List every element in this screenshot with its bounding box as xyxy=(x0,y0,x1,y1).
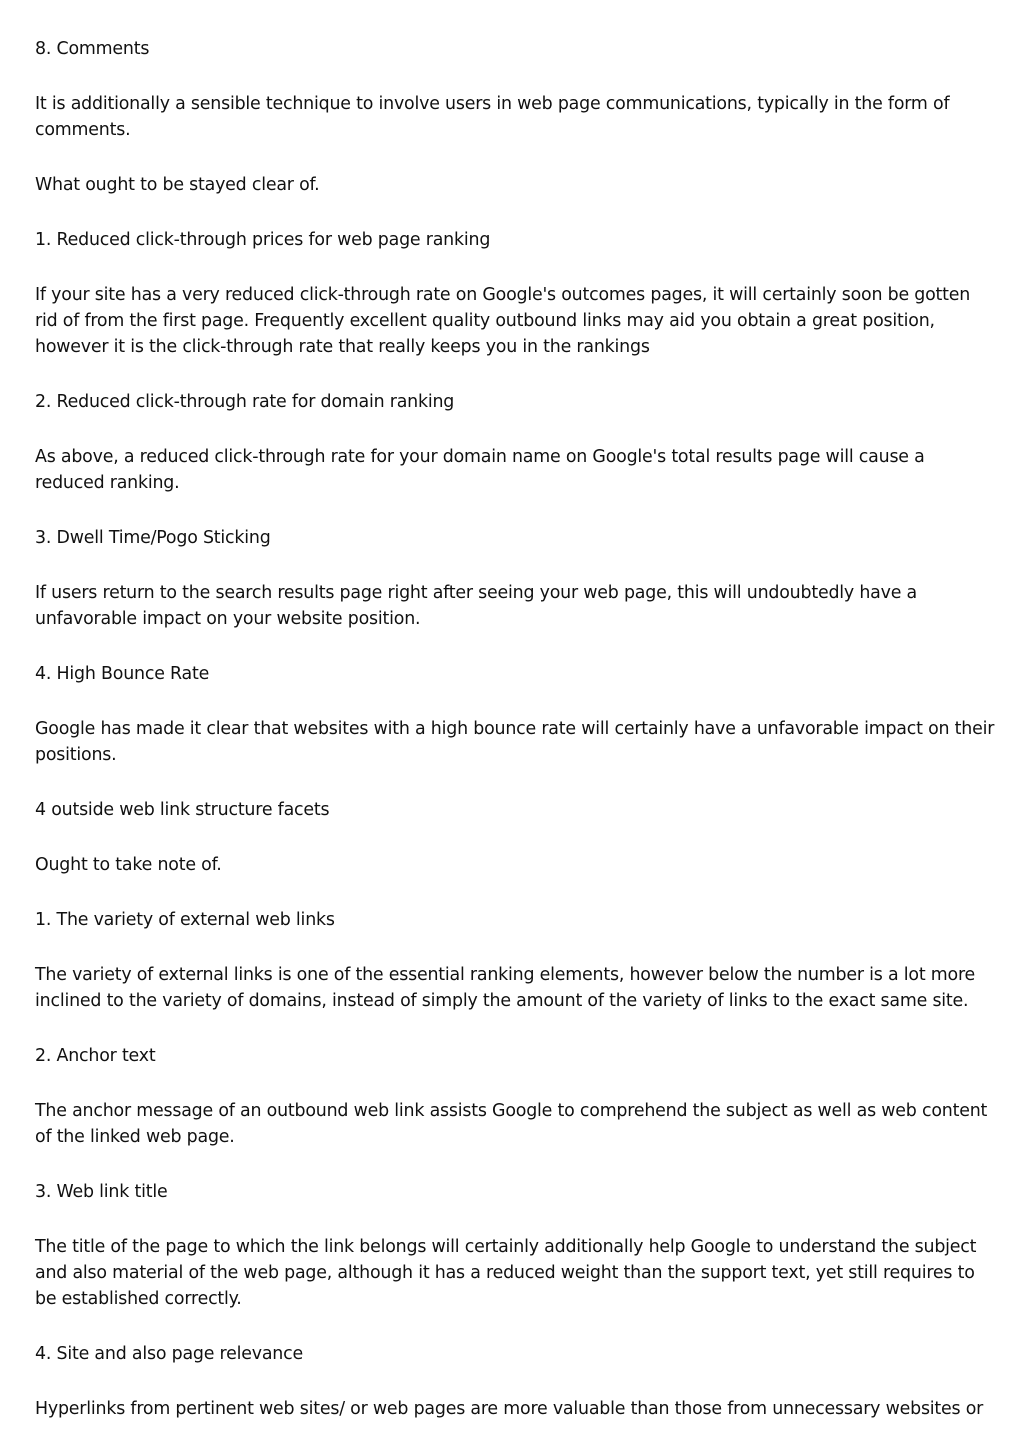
paragraph-comments: It is additionally a sensible technique to involve users in web page communications, typically in the form of comments. xyxy=(35,94,950,140)
section-heading-avoid: What ought to be stayed clear of. xyxy=(35,175,320,195)
heading-bounce-rate: 4. High Bounce Rate xyxy=(35,664,210,684)
paragraph-domain-ctr: As above, a reduced click-through rate for your domain name on Google's total results page will cause a reduced ranking. xyxy=(35,447,925,493)
heading-domain-ctr: 2. Reduced click-through rate for domain ranking xyxy=(35,392,455,412)
heading-dwell-time: 3. Dwell Time/Pogo Sticking xyxy=(35,528,271,548)
section-heading-external-links: 4 outside web link structure facets xyxy=(35,800,330,820)
paragraph-dwell-time: If users return to the search results page right after seeing your web page, this will undoubtedly have a unfavorable impact on your website position. xyxy=(35,583,918,629)
heading-page-ctr: 1. Reduced click-through prices for web page ranking xyxy=(35,230,491,250)
heading-comments: 8. Comments xyxy=(35,39,150,59)
heading-relevance: 4. Site and also page relevance xyxy=(35,1344,303,1364)
heading-anchor-text: 2. Anchor text xyxy=(35,1046,156,1066)
paragraph-relevance: Hyperlinks from pertinent web sites/ or web pages are more valuable than those from unnecessary websites or xyxy=(35,1399,984,1419)
paragraph-link-title: The title of the page to which the link belongs will certainly additionally help Google to understand the subject and also material of the web page, although it has a reduced weight than the support text, yet still requires to be established correctly. xyxy=(35,1237,977,1309)
paragraph-bounce-rate: Google has made it clear that websites with a high bounce rate will certainly have a unfavorable impact on their positions. xyxy=(35,719,995,765)
document-page xyxy=(35,36,997,1451)
paragraph-link-variety: The variety of external links is one of the essential ranking elements, however below the number is a lot more inclined to the variety of domains, instead of simply the amount of the variety of links to the exact same site. xyxy=(35,965,976,1011)
paragraph-anchor-text: The anchor message of an outbound web link assists Google to comprehend the subject as well as web content of the linked web page. xyxy=(35,1101,988,1147)
paragraph-page-ctr: If your site has a very reduced click-through rate on Google's outcomes pages, it will certainly soon be gotten rid of from the first page. Frequently excellent quality outbound links may aid you obtain a great position, however it is the click-through rate that really keeps you in the rankings xyxy=(35,285,971,357)
heading-link-title: 3. Web link title xyxy=(35,1182,168,1202)
heading-link-variety: 1. The variety of external web links xyxy=(35,910,335,930)
section-subheading-note: Ought to take note of. xyxy=(35,855,222,875)
